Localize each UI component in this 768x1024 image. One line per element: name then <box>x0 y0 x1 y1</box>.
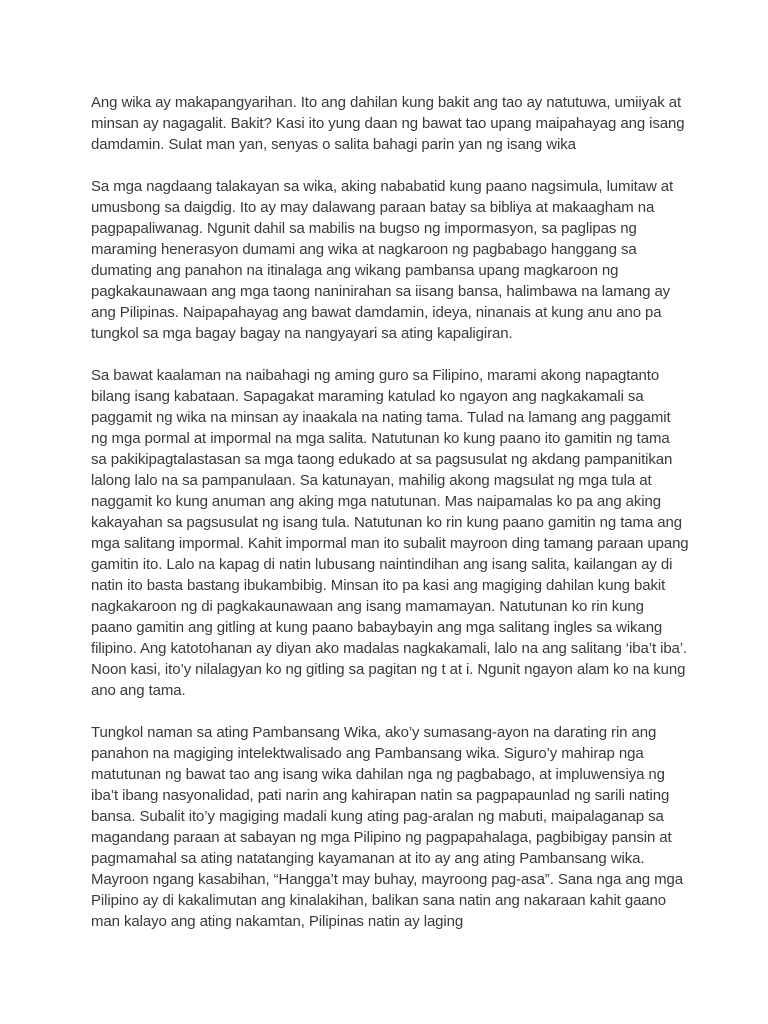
essay-body <box>91 92 689 932</box>
paragraph-2: Sa mga nagdaang talakayan sa wika, aking nababatid kung paano nagsimula, lumitaw at umusbong sa daigdig. Ito ay may dalawang paraan batay sa bibliya at makaagham na pagpapaliwanag. Ngunit dahil sa mabilis na bugso ng impormasyon, sa paglipas ng maraming henerasyon dumami ang wika at nagkaroon ng pagbabago hanggang sa dumating ang panahon na itinalaga ang wikang pambansa upang magkaroon ng pagkakaunawaan ang mga taong naninirahan sa iisang bansa, halimbawa na lamang ay ang Pilipinas. Naipapahayag ang bawat damdamin, ideya, ninanais at kung anu ano pa tungkol sa mga bagay bagay na nangyayari sa ating kapaligiran. <box>91 178 674 342</box>
paragraph-1: Ang wika ay makapangyarihan. Ito ang dahilan kung bakit ang tao ay natutuwa, umiiyak at minsan ay nagagalit. Bakit? Kasi ito yung daan ng bawat tao upang maipahayag ang isang damdamin. Sulat man yan, senyas o salita bahagi parin yan ng isang wika <box>91 94 685 153</box>
paragraph-3: Sa bawat kaalaman na naibahagi ng aming guro sa Filipino, marami akong napagtanto bilang isang kabataan. Sapagakat maraming katulad ko ngayon ang nagkakamali sa paggamit ng wika na minsan ay inaakala na nating tama. Tulad na lamang ang paggamit ng mga pormal at impormal na mga salita. Natutunan ko kung paano ito gamitin ng tama sa pakikipagtalastasan sa mga taong edukado at sa pagsusulat ng akdang pampanitikan lalong lalo na sa pampanulaan. Sa katunayan, mahilig akong magsulat ng mga tula at naggamit ko kung anuman ang aking mga natutunan. Mas naipamalas ko pa ang aking kakayahan sa pagsusulat ng isang tula. Natutunan ko rin kung paano gamitin ng tama ang mga salitang impormal. Kahit impormal man ito subalit mayroon ding tamang paraan upang gamitin ito. Lalo na kapag di natin lubusang naintindihan ang isang salita, kailangan ay di natin ito basta bastang ibukambibig. Minsan ito pa kasi ang magiging dahilan kung bakit nagkakaroon ng di pagkakaunawaan ang isang mamamayan. Natutunan ko rin kung paano gamitin ang gitling at kung paano babaybayin ang mga salitang ingles sa wikang filipino. Ang katotohanan ay diyan ako madalas nagkakamali, lalo na ang salitang ‘iba’t iba’. Noon kasi, ito’y nilalagyan ko ng gitling sa pagitan ng t at i. Ngunit ngayon alam ko na kung ano ang tama. <box>91 367 689 699</box>
paragraph-4: Tungkol naman sa ating Pambansang Wika, ako’y sumasang-ayon na darating rin ang panahon na magiging intelektwalisado ang Pambansang wika. Siguro’y mahirap nga matutunan ng bawat tao ang isang wika dahilan nga ng pagbabago, at impluwensiya ng iba’t ibang nasyonalidad, pati narin ang kahirapan natin sa pagpapaunlad ng sarili nating bansa. Subalit ito’y magiging madali kung ating pag-aralan ng mabuti, maipalaganap sa magandang paraan at sabayan ng mga Pilipino ng pagpapahalaga, pagbibigay pansin at pagmamahal sa ating natatanging kayamanan at ito ay ang ating Pambansang wika. Mayroon ngang kasabihan, “Hangga’t may buhay, mayroong pag-asa”. Sana nga ang mga Pilipino ay di kakalimutan ang kinalakihan, balikan sana natin ang nakaraan kahit gaano man kalayo ang ating nakamtan, Pilipinas natin ay laging <box>91 724 684 930</box>
